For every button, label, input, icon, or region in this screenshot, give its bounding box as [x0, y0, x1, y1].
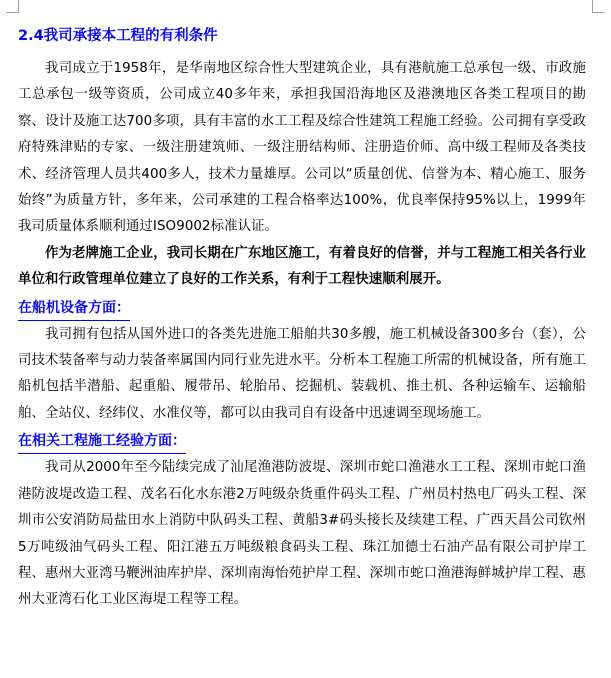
equipment-heading: 在船机设备方面：: [18, 296, 130, 321]
advantage-paragraph: 作为老牌施工企业，我司长期在广东地区施工，有着良好的信誉，并与工程施工相关各行业单位和行政管理单位建立了良好的工作关系，有利于工程快速顺利展开。: [18, 245, 586, 288]
page-corner-mark-right: [592, 0, 605, 13]
experience-heading-wrap: [18, 427, 586, 455]
page-corner-mark-left: [6, 0, 19, 13]
equipment-paragraph: 我司拥有包括从国外进口的各类先进施工船舶共30多艘，施工机械设备300多台（套），公司技术装备率与动力装备率属国内同行业先进水平。分析本工程施工所需的机械设备，所有施工船机包括半潜船、起重船、履带吊、轮胎吊、挖掘机、装载机、推土机、各种运输车、运输船舶、全站仪、经纬仪、水准仪等，都可以由我司自有设备中迅速调至现场施工。: [18, 326, 586, 421]
intro-paragraph: 我司成立于1958年，是华南地区综合性大型建筑企业，具有港航施工总承包一级、市政施工总承包一级等资质，公司成立40多年来，承担我国沿海地区及港澳地区各类工程项目的勘察、设计及施工达700多项，具有丰富的水工工程及综合性建筑工程施工经验。公司拥有享受政府特殊津贴的专家、一级注册建筑师、一级注册结构师、注册造价师、高中级工程师及各类技术、经济管理人员共400多人，技术力量雄厚。公司以“质量创优、信誉为本、精心施工、服务始终”为质量方针，多年来，公司承建的工程合格率达100%，优良率保持95%以上，1999年我司质量体系顺利通过ISO9002标准认证。: [18, 61, 586, 235]
experience-heading: 在相关工程施工经验方面：: [18, 429, 186, 454]
section-heading: 2.4我司承接本工程的有利条件: [18, 28, 218, 44]
experience-paragraph: 我司从2000年至今陆续完成了汕尾渔港防波堤、深圳市蛇口渔港水工工程、深圳市蛇口渔港防波堤改造工程、茂名石化水东港2万吨级杂货重件码头工程、广州员村热电厂码头工程、深圳市公安消防局盐田水上消防中队码头工程、黄船3#码头接长及续建工程、广西天昌公司钦州5万吨级油气码头工程、阳江港五万吨级粮食码头工程、珠江加德士石油产品有限公司护岸工程、惠州大亚湾马鞭洲油库护岸、深圳南海怡苑护岸工程、深圳市蛇口渔港海鲜城护岸工程、惠州大亚湾石化工业区海堤工程等工程。: [18, 460, 586, 608]
equipment-heading-wrap: [18, 294, 586, 322]
document-page: [18, 24, 586, 614]
